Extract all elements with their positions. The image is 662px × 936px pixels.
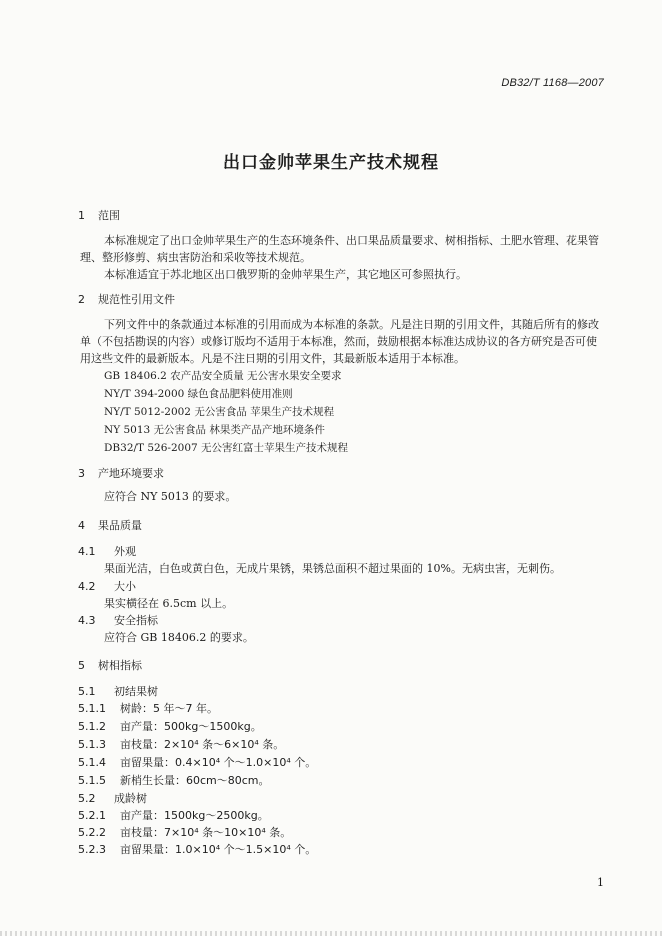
clause-text: 亩产量：1500kg～2500kg。 [120,809,269,822]
clause-title: 初结果树 [114,685,158,698]
reference-item: DB32/T 526-2007 无公害红富士苹果生产技术规程 [104,442,349,454]
document-title: 出口金帅苹果生产技术规程 [223,153,439,173]
section-number: 2 [78,293,85,306]
section-2-paragraph: 下列文件中的条款通过本标准的引用而成为本标准的条款。凡是注日期的引用文件，其随后所有的修改单（不包括勘误的内容）或修订版均不适用于本标准，然而，鼓励根据本标准达成协议的各方研究是否可使用这些文件的最新版本。凡是不注日期的引用文件，其最新版本适用于本标准。 [80,318,599,365]
section-number: 4 [78,519,85,532]
section-title: 规范性引用文件 [98,293,175,306]
reference-item: GB 18406.2 农产品安全质量 无公害水果安全要求 [104,370,342,382]
clause-number: 5.2.1 [78,809,106,822]
clause-number: 5.1.1 [78,702,106,715]
reference-item: NY/T 394-2000 绿色食品肥料使用准则 [104,388,293,400]
clause-number: 4.1 [78,545,96,558]
clause-number: 5.2 [78,792,96,805]
clause-text: 新梢生长量：60cm～80cm。 [120,774,270,787]
clause-text: 亩产量：500kg～1500kg。 [120,720,262,733]
section-number: 5 [78,659,85,672]
clause-5-1-heading [78,683,158,699]
clause-5-1-2 [78,718,262,734]
reference-item: NY/T 5012-2002 无公害食品 苹果生产技术规程 [104,406,335,418]
clause-number: 5.1 [78,685,96,698]
section-number: 3 [78,467,85,480]
clause-4-3-text: 应符合 GB 18406.2 的要求。 [104,631,254,644]
section-title: 树相指标 [98,659,142,672]
clause-text: 亩留果量：1.0×10⁴ 个～1.5×10⁴ 个。 [120,843,317,856]
clause-4-1-heading [78,543,136,559]
section-title: 产地环境要求 [98,467,164,480]
clause-text: 亩留果量：0.4×10⁴ 个～1.0×10⁴ 个。 [120,756,317,769]
clause-text: 亩枝量：7×10⁴ 条～10×10⁴ 条。 [120,826,292,839]
clause-number: 5.2.2 [78,826,106,839]
clause-4-3-heading [78,612,158,628]
section-1-paragraph-2: 本标准适宜于苏北地区出口俄罗斯的金帅苹果生产，其它地区可参照执行。 [104,268,467,281]
clause-5-1-4 [78,754,316,770]
section-number: 1 [78,209,85,222]
clause-5-2-heading [78,790,147,806]
clause-number: 5.1.4 [78,756,106,769]
clause-number: 5.2.3 [78,843,106,856]
clause-title: 安全指标 [114,614,158,627]
clause-number: 4.3 [78,614,96,627]
section-1-heading [78,207,120,223]
clause-5-2-2 [78,824,291,840]
reference-item: NY 5013 无公害食品 林果类产品产地环境条件 [104,424,325,436]
standard-code: DB32/T 1168—2007 [501,77,604,89]
clause-text: 亩枝量：2×10⁴ 条～6×10⁴ 条。 [120,738,285,751]
clause-5-2-3 [78,841,316,857]
section-4-heading [78,517,142,533]
section-5-heading [78,657,142,673]
clause-4-1-text: 果面光洁，白色或黄白色，无成片果锈，果锈总面积不超过果面的 10%。无病虫害，无刺伤。 [104,562,561,575]
section-title: 范围 [98,209,120,222]
section-title: 果品质量 [98,519,142,532]
clause-number: 5.1.3 [78,738,106,751]
clause-title: 外观 [114,545,136,558]
section-1-paragraph-1: 本标准规定了出口金帅苹果生产的生态环境条件、出口果品质量要求、树相指标、土肥水管理、花果管理、整形修剪、病虫害防治和采收等技术规范。 [80,234,599,264]
clause-4-2-heading [78,578,136,594]
page-number: 1 [597,876,604,889]
clause-title: 成龄树 [114,792,147,805]
section-3-heading [78,465,164,481]
clause-number: 4.2 [78,580,96,593]
section-2-heading [78,291,175,307]
clause-text: 树龄：5 年～7 年。 [120,702,218,715]
clause-4-2-text: 果实横径在 6.5cm 以上。 [104,597,234,610]
clause-5-1-3 [78,736,284,752]
section-3-paragraph: 应符合 NY 5013 的要求。 [104,490,237,503]
scan-edge-divider [0,931,662,936]
clause-title: 大小 [114,580,136,593]
clause-5-2-1 [78,807,269,823]
clause-5-1-1 [78,700,218,716]
clause-number: 5.1.5 [78,774,106,787]
clause-number: 5.1.2 [78,720,106,733]
clause-5-1-5 [78,772,270,788]
